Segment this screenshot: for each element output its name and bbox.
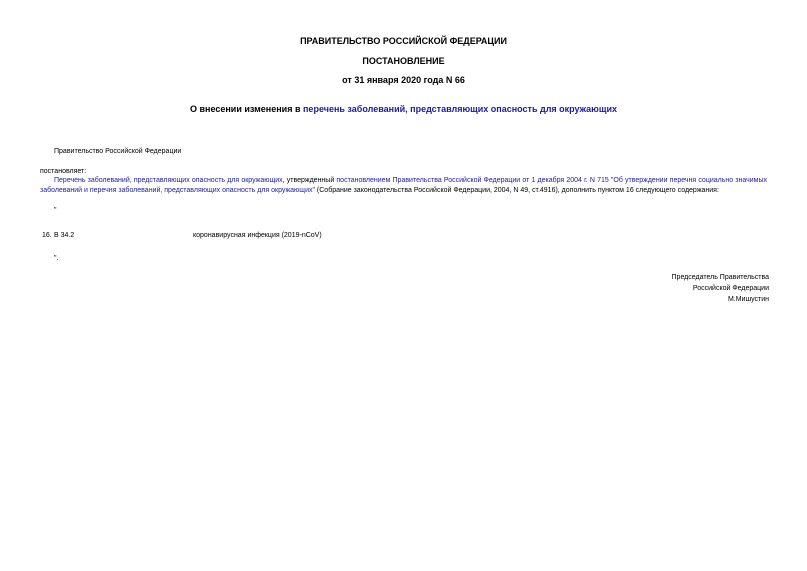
entry-name: коронавирусная инфекция (2019-nCoV) [193,232,322,239]
title-prefix: О внесении изменения в [189,104,303,114]
list-of-diseases-link[interactable]: Перечень заболеваний, представляющих опасность для окружающих [54,177,283,184]
amendment-paragraph [40,176,767,196]
signature-organization: Российской Федерации [692,285,769,292]
document-title [0,104,807,115]
resolves-text: постановляет: [40,168,87,175]
title-link[interactable]: перечень заболеваний, представляющих опасность для окружающих [303,104,617,114]
quote-open: " [54,207,57,214]
decree-715-link[interactable]: постановлением Правительства Российской Федерации от 1 декабря 2004 г. N 715 "Об утверждении перечня социально значимых заболеваний и перечня заболеваний, представляющих опасность для окружающих" [40,177,767,194]
signature-position: Председатель Правительства [671,274,769,281]
paragraph-text-2: (Собрание законодательства Российской Федерации, 2004, N 49, ст.4916), дополнить пунктом 16 следующего содержания: [314,187,719,194]
paragraph-text-1: , утвержденный [282,177,337,184]
signature-name: М.Мишустин [727,296,769,303]
entry-code: B 34.2 [54,232,75,239]
document-date-number: от 31 января 2020 года N 66 [342,75,465,85]
document-type: ПОСТАНОВЛЕНИЕ [362,56,445,66]
quote-close: ". [54,255,59,262]
issuer-text: Правительство Российской Федерации [54,148,182,155]
entry-number: 16. [42,232,52,239]
government-heading: ПРАВИТЕЛЬСТВО РОССИЙСКОЙ ФЕДЕРАЦИИ [300,36,507,46]
